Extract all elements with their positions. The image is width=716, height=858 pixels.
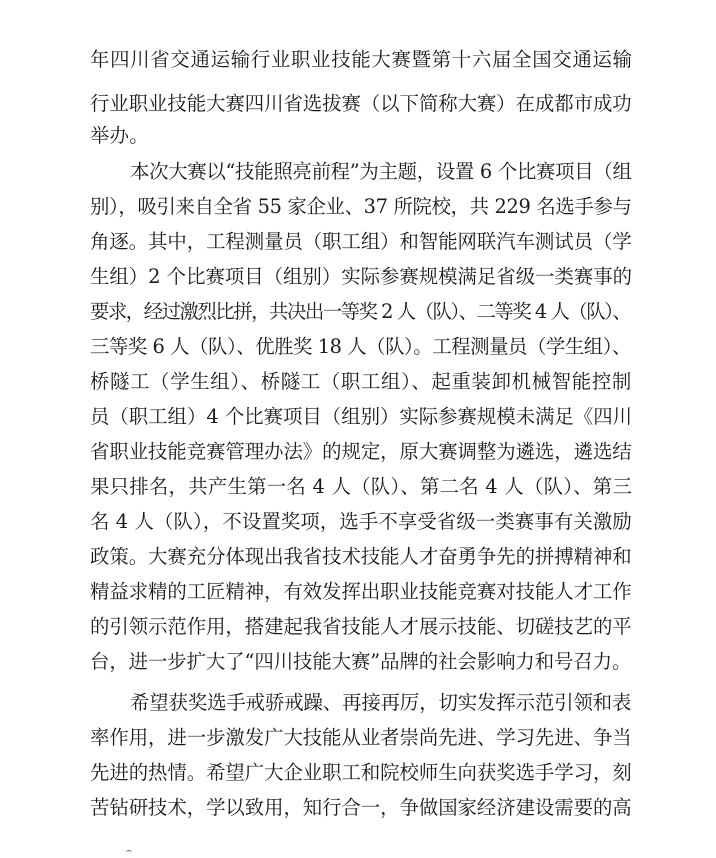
text-line: 政策。大赛充分体现出我省技术技能人才奋勇争先的拼搏精神和 — [90, 545, 632, 568]
text-line: 希望获奖选手戒骄戒躁、再接再厉，切实发挥示范引领和表 — [130, 691, 632, 714]
text-line: 桥隧工（学生组）、桥隧工（职工组）、起重装卸机械智能控制 — [90, 370, 632, 393]
text-line: 行业职业技能大赛四川省选拔赛（以下简称大赛）在成都市成功 — [90, 92, 632, 115]
page-edge-mark — [126, 850, 132, 855]
text-line: 精益求精的工匠精神，有效发挥出职业技能竞赛对技能人才工作 — [90, 580, 632, 603]
text-line: 名 4 人（队），不设置奖项，选手不享受省级一类赛事有关激励 — [90, 510, 632, 533]
text-line: 角逐。其中，工程测量员（职工组）和智能网联汽车测试员（学 — [90, 230, 632, 253]
text-line: 果只排名，共产生第一名 4 人（队）、第二名 4 人（队）、第三 — [90, 475, 633, 498]
text-line: 率作用，进一步激发广大技能从业者崇尚先进、学习先进、争当 — [90, 726, 632, 749]
text-line: 年四川省交通运输行业职业技能大赛暨第十六届全国交通运输 — [90, 48, 633, 71]
text-line: 要求，经过激烈比拼，共决出一等奖 2 人（队）、二等奖 4 人（队）、 — [90, 300, 631, 323]
text-line: 本次大赛以“技能照亮前程”为主题，设置 6 个比赛项目（组 — [130, 160, 632, 183]
text-line: 别），吸引来自全省 55 家企业、37 所院校，共 229 名选手参与 — [90, 195, 632, 218]
text-line: 员（职工组）4 个比赛项目（组别）实际参赛规模未满足《四川 — [90, 405, 633, 428]
text-line: 省职业技能竞赛管理办法》的规定，原大赛调整为遴选，遴选结 — [90, 440, 632, 463]
text-line: 台，进一步扩大了“四川技能大赛”品牌的社会影响力和号召力。 — [90, 650, 632, 673]
text-line: 苦钻研技术，学以致用，知行合一，争做国家经济建设需要的高 — [90, 796, 632, 819]
text-line: 生组）2 个比赛项目（组别）实际参赛规模满足省级一类赛事的 — [90, 265, 633, 288]
text-line: 三等奖 6 人（队）、优胜奖 18 人（队）。工程测量员（学生组）、 — [90, 335, 631, 358]
text-line: 先进的热情。希望广大企业职工和院校师生向获奖选手学习，刻 — [90, 761, 632, 784]
text-line: 的引领示范作用，搭建起我省技能人才展示技能、切磋技艺的平 — [90, 615, 632, 638]
text-line: 举办。 — [90, 124, 149, 147]
